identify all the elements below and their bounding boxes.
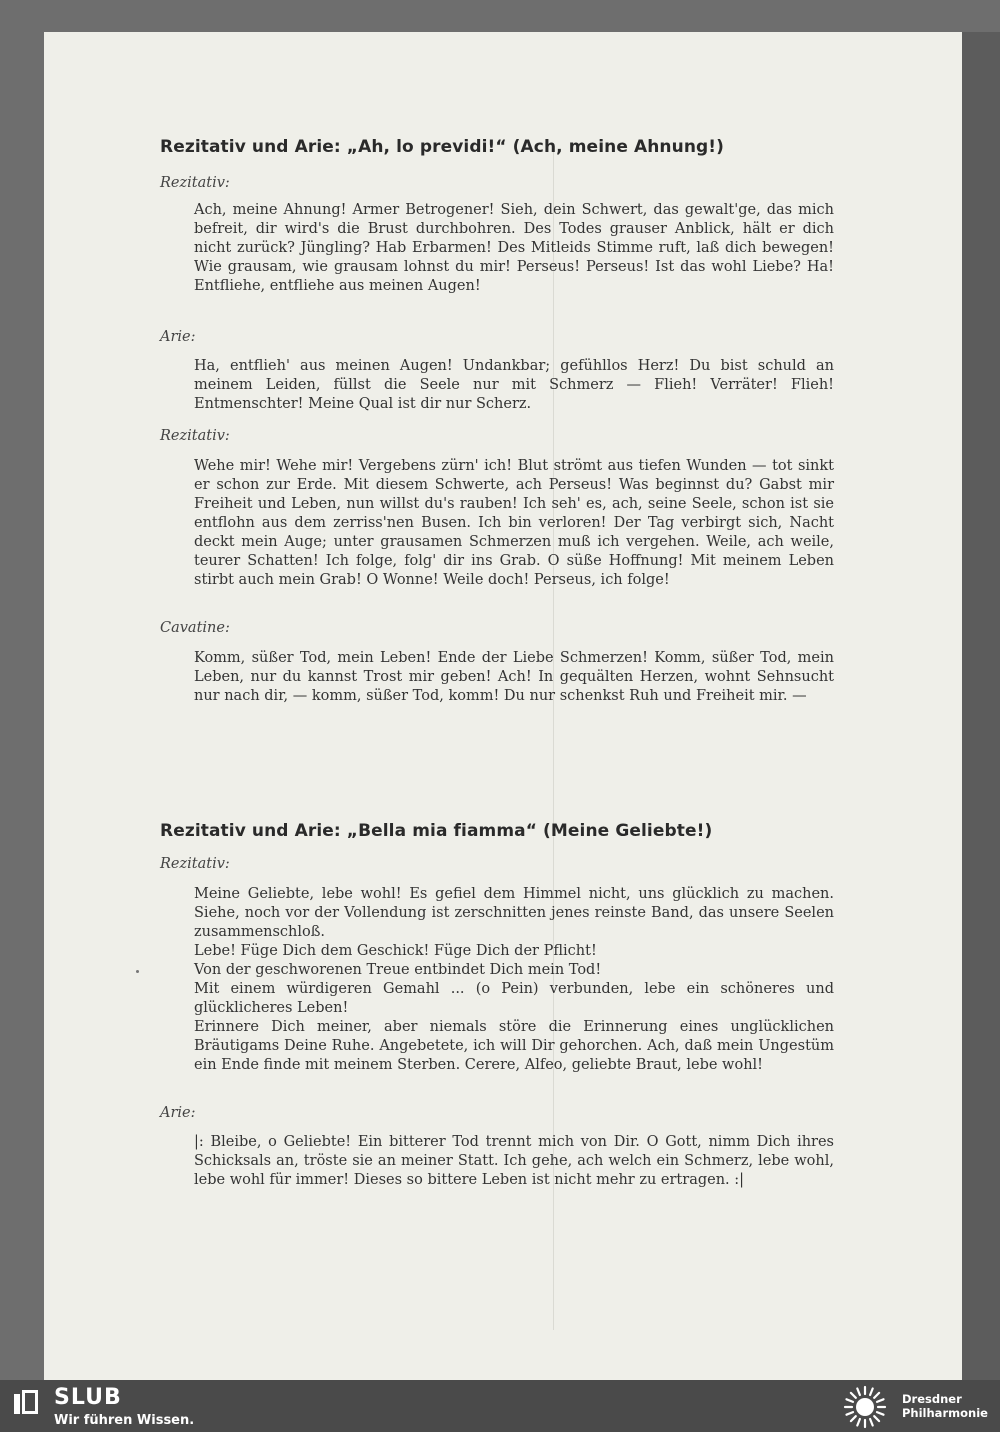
section2-text-arie: |: Bleibe, o Geliebte! Ein bitterer Tod trennt mich von Dir. O Gott, nimm Dich ihres Schicksals an, tröste sie an meiner Statt. Ich gehe, ach welch ein Schmerz, lebe wohl, lebe wohl für immer! Dieses so bittere Leben ist nicht mehr zu ertragen. :| [194,1134,834,1188]
section2-text-rezitativ [194,885,834,1075]
section1-label-rezitativ-2: Rezitativ: [160,428,230,444]
section1-text-arie: Ha, entflieh' aus meinen Augen! Undankbar; gefühllos Herz! Du bist schuld an meinem Leiden, füllst die Seele nur mit Schmerz — Flieh! Verräter! Flieh! Entmenschter! Meine Qual ist dir nur Scherz. [194,358,834,412]
section1-text-rezitativ-2: Wehe mir! Wehe mir! Vergebens zürn' ich! Blut strömt aus tiefen Wunden — tot sinkt er schon zur Erde. Mit diesem Schwerte, ach Perseus! Was beginnst du? Gabst mir Freiheit und Leben, nun willst du's rauben! Ich seh' es, ach, seine Seele, schon ist sie entflohn aus dem zerriss'nen Busen. Ich bin verloren! Der Tag verbirgt sich, Nacht deckt mein Auge; unter grausamen Schmerzen muß ich vergehen. Weile, ach weile, teurer Schatten! Ich folge, folg' dir ins Grab. O süße Hoffnung! Mit meinem Leben stirbt auch mein Grab! O Wonne! Weile doch! Perseus, ich folge! [194,458,834,588]
philharmonie-logo-icon[interactable] [842,1384,888,1430]
section2-line-3: Von der geschworenen Treue entbindet Dich mein Tod! [194,962,602,978]
section2-heading: Rezitativ und Arie: „Bella mia fiamma“ (Meine Geliebte!) [160,821,713,841]
section2-line-5: Erinnere Dich meiner, aber niemals störe die Erinnerung eines unglücklichen Bräutigams Deine Ruhe. Angebetete, ich will Dir gehorchen. Ach, daß mein Ungestüm ein Ende finde mit meinem Sterben. Cerere, Alfeo, geliebte Braut, lebe wohl! [194,1019,834,1073]
section2-label-arie: Arie: [160,1105,196,1121]
page-edge [962,32,1000,1380]
section2-line-1: Meine Geliebte, lebe wohl! Es gefiel dem Himmel nicht, uns glücklich zu machen. Siehe, noch vor der Vollendung ist zerschnitten jenes reinste Band, das unsere Seelen zusammenschloß. [194,886,834,940]
partner-line-2: Philharmonie [902,1406,988,1420]
section2-line-2: Lebe! Füge Dich dem Geschick! Füge Dich der Pflicht! [194,943,597,959]
section2-line-4: Mit einem würdigeren Gemahl ... (o Pein) verbunden, lebe ein schöneres und glücklicheres Leben! [194,981,834,1016]
section1-label-cavatine: Cavatine: [160,620,230,636]
slub-title[interactable]: SLUB [54,1385,122,1410]
section2-label-rezitativ: Rezitativ: [160,856,230,872]
partner-name[interactable] [902,1392,988,1420]
footer-bar [0,1380,1000,1432]
speck [136,970,139,973]
slub-logo-icon[interactable] [12,1388,42,1418]
section1-text-cavatine: Komm, süßer Tod, mein Leben! Ende der Liebe Schmerzen! Komm, süßer Tod, mein Leben, nur du kannst Trost mir geben! Ach! In gequälten Herzen, wohnt Sehnsucht nur nach dir, — komm, süßer Tod, komm! Du nur schenkst Ruh und Freiheit mir. — [194,650,834,704]
partner-line-1: Dresdner [902,1392,962,1406]
section1-label-rezitativ-1: Rezitativ: [160,175,230,191]
slub-subtitle: Wir führen Wissen. [54,1413,195,1428]
section1-heading: Rezitativ und Arie: „Ah, lo previdi!“ (Ach, meine Ahnung!) [160,137,725,157]
section1-text-rezitativ-1: Ach, meine Ahnung! Armer Betrogener! Sieh, dein Schwert, das gewalt'ge, das mich befreit, dir wird's die Brust durchbohren. Des Todes grauser Anblick, hält er dich nicht zurück? Jüngling? Hab Erbarmen! Des Mitleids Stimme ruft, laß dich bewegen! Wie grausam, wie grausam lohnst du mir! Perseus! Perseus! Ist das wohl Liebe? Ha! Entfliehe, entfliehe aus meinen Augen! [194,202,834,294]
section1-label-arie: Arie: [160,329,196,345]
